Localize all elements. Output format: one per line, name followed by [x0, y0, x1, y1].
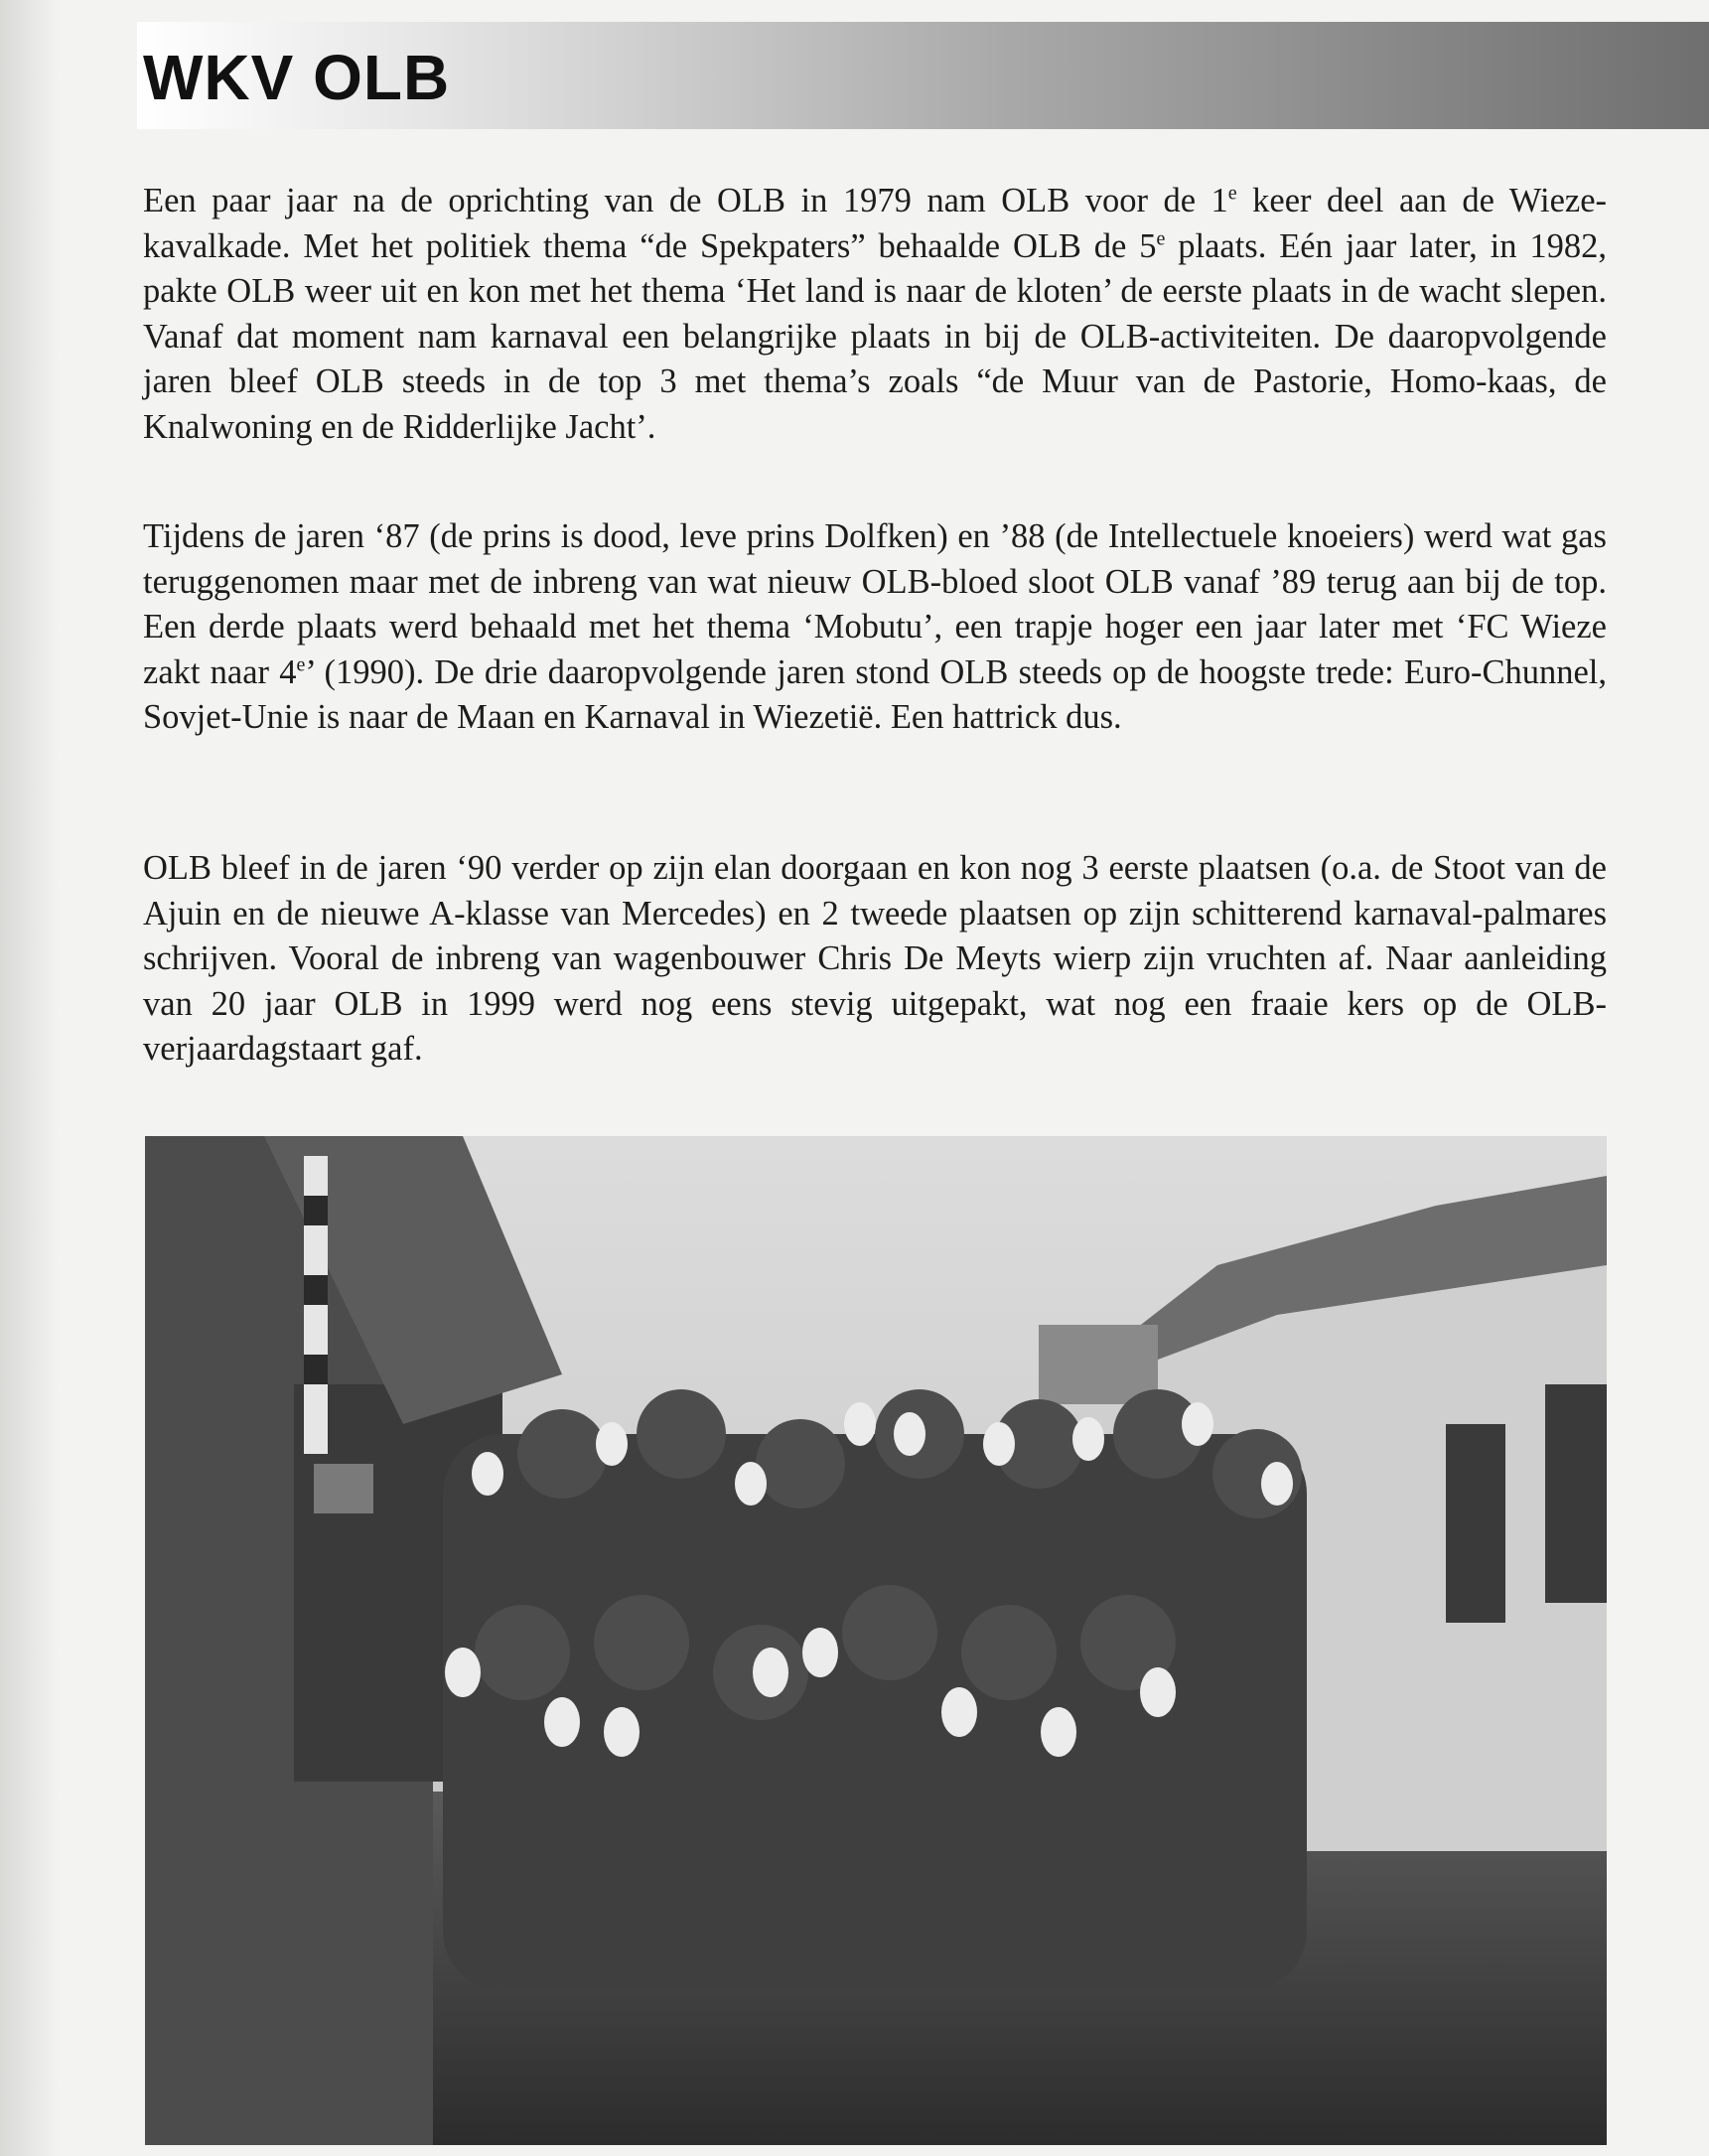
paragraph-1	[143, 179, 1607, 450]
paragraph-2-part-b: ’ (1990). De drie daaropvolgende jaren stond OLB steeds op de hoogste trede: Euro-Chunnel, Sovjet-Unie is naar de Maan en Karnaval in Wiezetië. Een hattrick dus.	[143, 652, 1607, 736]
ordinal-superscript: e	[1227, 182, 1237, 205]
paragraph-1-part-b: keer deel aan de Wieze-kavalkade. Met het politiek thema “de Spekpaters” behaalde OLB de 5	[143, 182, 1607, 265]
paragraph-3: OLB bleef in de jaren ‘90 verder op zijn elan doorgaan en kon nog 3 eerste plaatsen (o.a. de Stoot van de Ajuin en de nieuwe A-klasse van Mercedes) en 2 tweede plaatsen op zijn schitterend karnaval-palmares schrijven. Vooral de inbreng van wagenbouwer Chris De Meyts wierp zijn vruchten af. Naar aanleiding van 20 jaar OLB in 1999 werd nog eens stevig uitgepakt, wat nog een fraaie kers op de OLB-verjaardagstaart gaf.	[143, 849, 1607, 1068]
paragraph-1-part-c: plaats. Eén jaar later, in 1982, pakte OLB weer uit en kon met het thema ‘Het land is naar de kloten’ de eerste plaats in de wacht slepen. Vanaf dat moment nam karnaval een belangrijke plaats in bij de OLB-activiteiten. De daaropvolgende jaren bleef OLB steeds in de top 3 met thema’s zoals “de Muur van de Pastorie, Homo-kaas, de Knalwoning en de Ridderlijke Jacht’.	[143, 226, 1607, 446]
group-photo	[145, 1136, 1607, 2145]
paragraph-2-part-a: Tijdens de jaren ‘87 (de prins is dood, leve prins Dolfken) en ’88 (de Intellectuele knoeiers) werd wat gas teruggenomen maar met de inbreng van wat nieuw OLB-bloed sloot OLB vanaf ’89 terug aan bij de top. Een derde plaats werd behaald met het thema ‘Mobutu’, een trapje hoger een jaar later met ‘FC Wieze zakt naar 4	[143, 517, 1607, 691]
paragraph-1-part-a: Een paar jaar na de oprichting van de OLB in 1979 nam OLB voor de 1	[143, 182, 1228, 219]
page-title: WKV OLB	[143, 42, 451, 113]
group-of-costumed-people	[443, 1389, 1307, 1990]
ordinal-superscript: e	[296, 653, 306, 675]
paragraph-2	[143, 514, 1607, 741]
ordinal-superscript: e	[1156, 227, 1166, 249]
page-gutter	[0, 0, 60, 2156]
